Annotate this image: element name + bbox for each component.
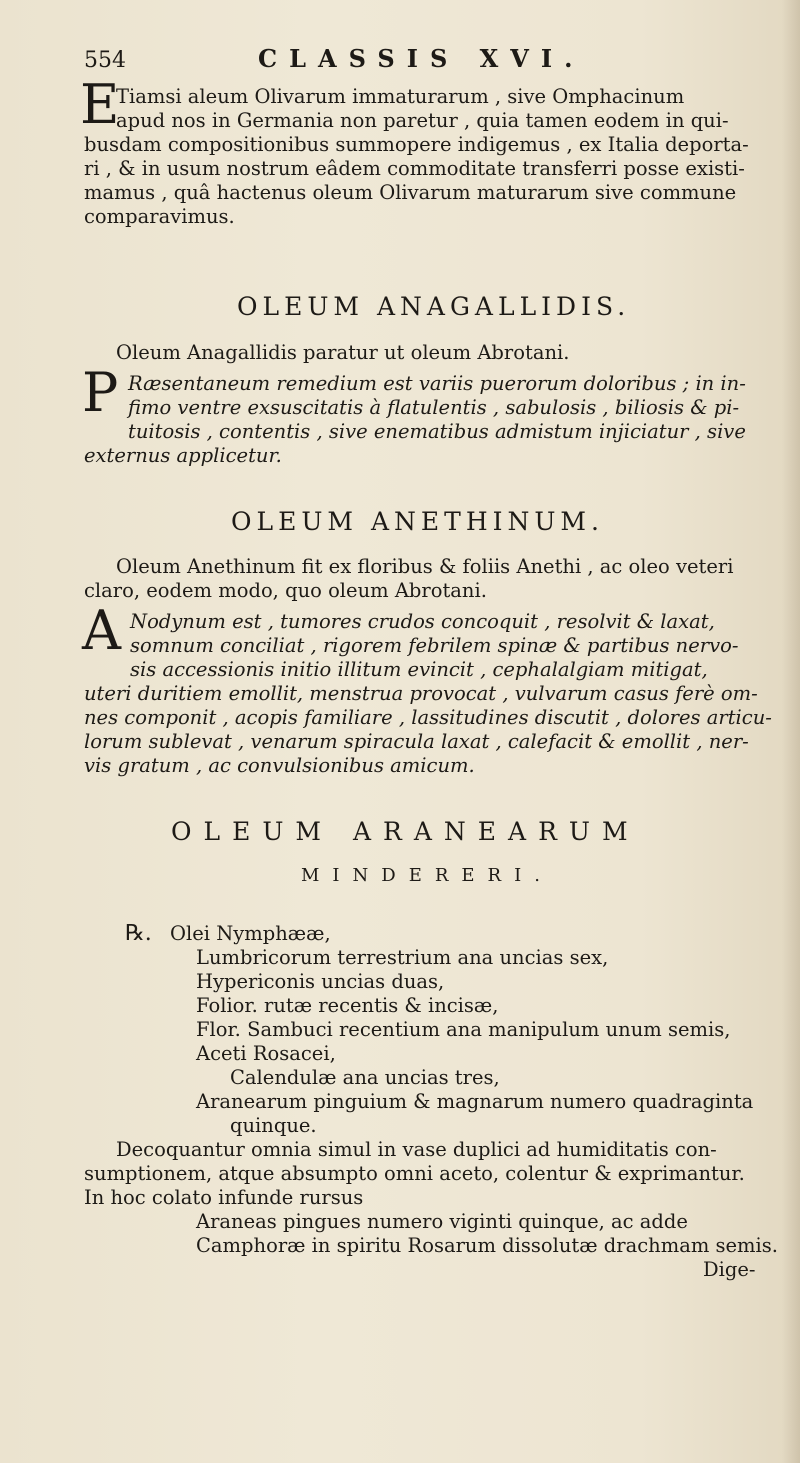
page-edge-shadow bbox=[782, 0, 800, 1463]
recipe-symbol: ℞. bbox=[125, 921, 152, 946]
section-intro: Oleum Anagallidis paratur ut oleum Abrotani. bbox=[116, 341, 570, 364]
section-subheading: MINDERERI. bbox=[301, 865, 553, 886]
recipe-line: Aranearum pinguium & magnarum numero quadraginta bbox=[196, 1090, 754, 1113]
section2-line: vis gratum , ac convulsionibus amicum. bbox=[84, 754, 475, 777]
intro-line: ri , & in usum nostrum eâdem commoditate transferri posse existi- bbox=[84, 157, 745, 180]
section2-plain-line: Oleum Anethinum fit ex floribus & foliis Anethi , ac oleo veteri bbox=[116, 555, 734, 578]
section2-line: somnum conciliat , rigorem febrilem spinæ & partibus nervo- bbox=[130, 634, 739, 657]
section-heading: OLEUM ARANEARUM bbox=[171, 817, 640, 846]
section1-line: externus applicetur. bbox=[84, 444, 282, 467]
section1-line: Ræsentaneum remedium est variis puerorum doloribus ; in in- bbox=[128, 372, 746, 395]
catchword: Dige- bbox=[703, 1258, 756, 1281]
section2-line: Nodynum est , tumores crudos concoquit , resolvit & laxat, bbox=[130, 610, 715, 633]
section-heading: OLEUM ANETHINUM. bbox=[231, 507, 604, 536]
section1-line: fimo ventre exsuscitatis à flatulentis , sabulosis , biliosis & pi- bbox=[128, 396, 740, 419]
intro-line: comparavimus. bbox=[84, 205, 235, 228]
intro-dropcap: E bbox=[80, 73, 120, 136]
recipe-line: Olei Nymphææ, bbox=[170, 922, 331, 945]
section2-line: sis accessionis initio illitum evincit , cephalalgiam mitigat, bbox=[130, 658, 708, 681]
recipe-line: In hoc colato infunde rursus bbox=[84, 1186, 364, 1209]
intro-line: mamus , quâ hactenus oleum Olivarum maturarum sive commune bbox=[84, 181, 737, 204]
section1-line: tuitosis , contentis , sive enematibus admistum injiciatur , sive bbox=[128, 420, 746, 443]
section1-dropcap: P bbox=[82, 361, 119, 424]
recipe-line: Folior. rutæ recentis & incisæ, bbox=[196, 994, 499, 1017]
recipe-line: Calendulæ ana uncias tres, bbox=[230, 1066, 500, 1089]
recipe-line: Flor. Sambuci recentium ana manipulum unum semis, bbox=[196, 1018, 731, 1041]
recipe-line: quinque. bbox=[230, 1114, 317, 1137]
recipe-line: Camphoræ in spiritu Rosarum dissolutæ drachmam semis. bbox=[196, 1234, 778, 1257]
intro-line: busdam compositionibus summopere indigemus , ex Italia deporta- bbox=[84, 133, 749, 156]
recipe-line: Lumbricorum terrestrium ana uncias sex, bbox=[196, 946, 609, 969]
section2-line: lorum sublevat , venarum spiracula laxat , calefacit & emollit , ner- bbox=[84, 730, 749, 753]
section2-dropcap: A bbox=[82, 599, 121, 662]
recipe-line: Hypericonis uncias duas, bbox=[196, 970, 445, 993]
section2-line: uteri duritiem emollit, menstrua provocat , vulvarum casus ferè om- bbox=[84, 682, 758, 705]
recipe-line: Decoquantur omnia simul in vase duplici ad humiditatis con- bbox=[116, 1138, 717, 1161]
page-number: 554 bbox=[84, 48, 126, 73]
section2-plain-line: claro, eodem modo, quo oleum Abrotani. bbox=[84, 579, 487, 602]
section-heading: OLEUM ANAGALLIDIS. bbox=[237, 292, 631, 321]
recipe-line: Araneas pingues numero viginti quinque, ac adde bbox=[196, 1210, 688, 1233]
intro-line: apud nos in Germania non paretur , quia tamen eodem in qui- bbox=[116, 109, 729, 132]
recipe-line: sumptionem, atque absumpto omni aceto, colentur & exprimantur. bbox=[84, 1162, 745, 1185]
running-header: CLASSIS XVI. bbox=[258, 44, 585, 73]
intro-line: Tiamsi aleum Olivarum immaturarum , sive Omphacinum bbox=[116, 85, 685, 108]
section2-line: nes componit , acopis familiare , lassitudines discutit , dolores articu- bbox=[84, 706, 772, 729]
recipe-line: Aceti Rosacei, bbox=[196, 1042, 336, 1065]
